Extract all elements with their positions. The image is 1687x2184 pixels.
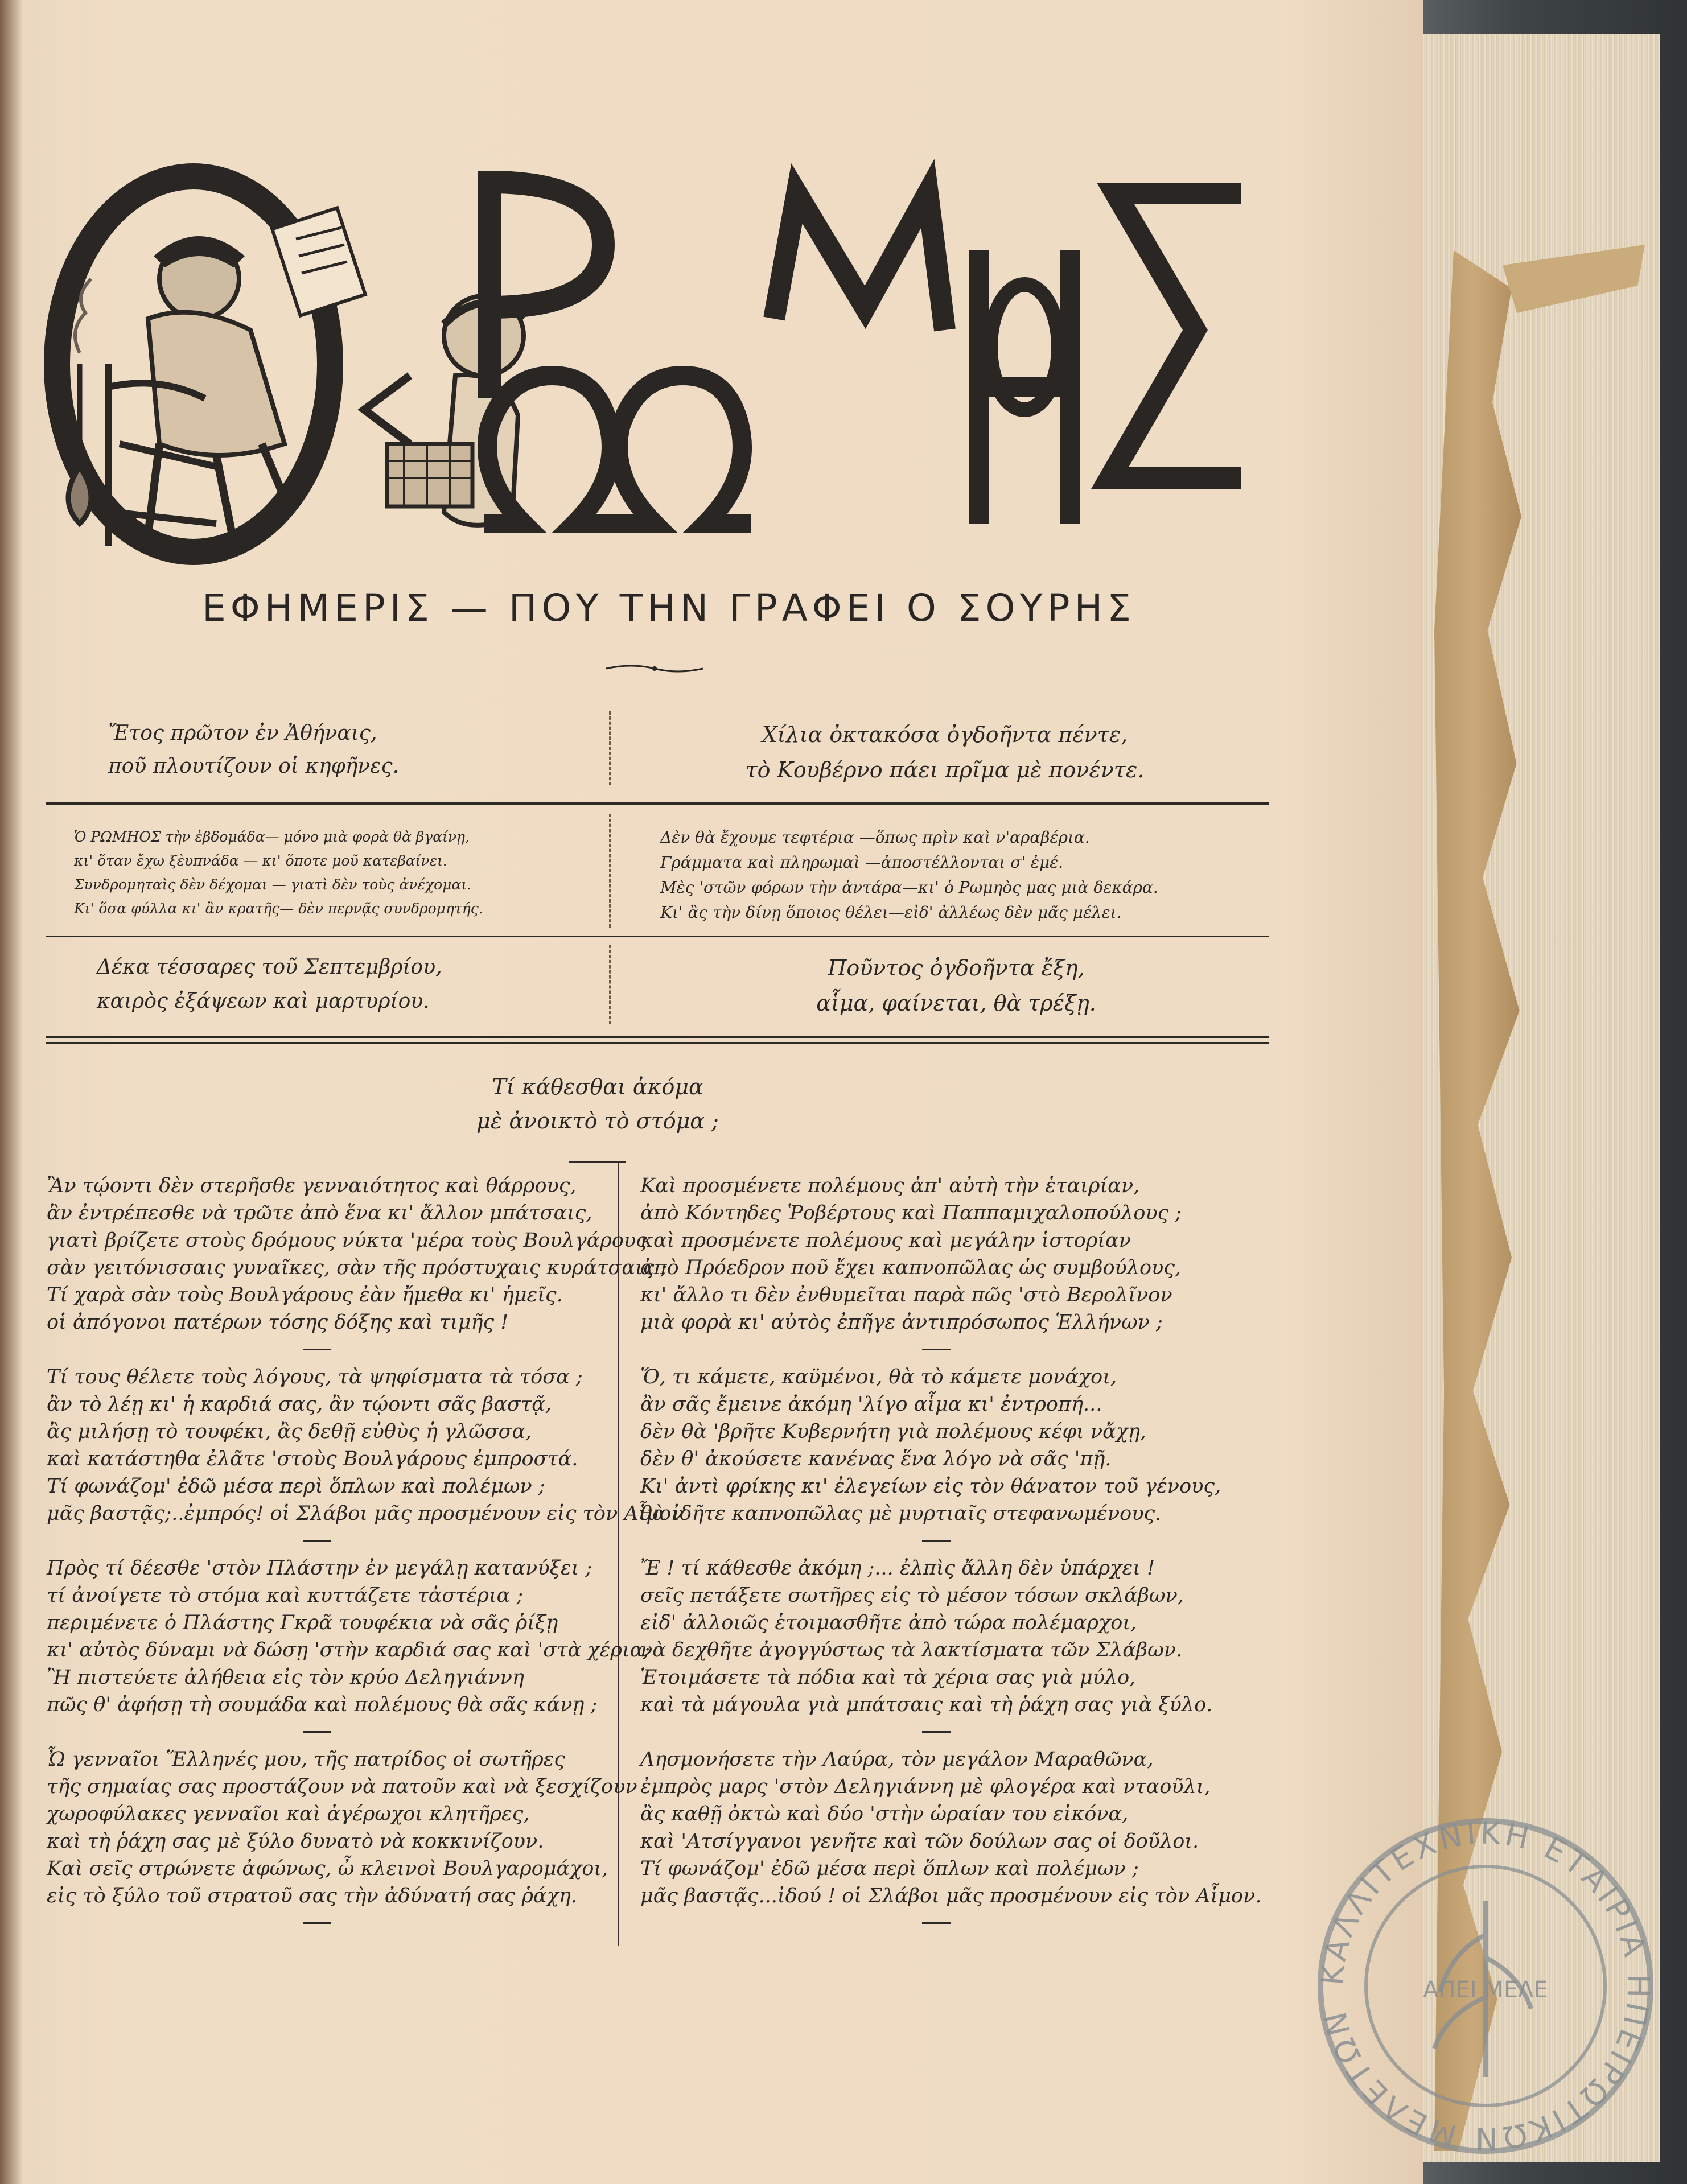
verse-line: δὲν θὰ 'βρῆτε Κυβερνήτη γιὰ πολέμους κέφι νἄχῃ,	[640, 1420, 1147, 1443]
header-verse-left-line-2: ποῦ πλουτίζουν οἱ κηφῆνες.	[108, 755, 400, 778]
header-verse-right-line-1: Χίλια ὀκτακόσα ὀγδοῆντα πέντε,	[762, 722, 1128, 747]
date-verse-right-line-1: Ποῦντος ὀγδοῆντα ἔξη,	[828, 955, 1085, 980]
stanza-separator	[47, 1336, 616, 1363]
date-verse-left-line-1: Δέκα τέσσαρες τοῦ Σεπτεμβρίου,	[97, 955, 442, 979]
stanza-separator	[640, 1719, 1266, 1746]
verse-line: δὲν θ' ἀκούσετε κανένας ἕνα λόγο νὰ σᾶς 'πῇ.	[640, 1448, 1112, 1470]
stanza	[47, 1555, 650, 1719]
stanza-separator	[47, 1527, 616, 1555]
verse-line: μιὰ φορὰ κι' αὐτὸς ἐπῆγε ἀντιπρόσωπος Ἑλλήνων ;	[640, 1311, 1163, 1334]
masthead-title-letters	[455, 151, 1252, 546]
verse-line: κι' ἄλλο τι δὲν ἐνθυμεῖται παρὰ πῶς 'στὸ Βερολῖνον	[640, 1284, 1172, 1307]
verse-line: καὶ κατάστηθα ἐλᾶτε 'στοὺς Βουλγάρους ἐμπροστά.	[47, 1448, 578, 1470]
terms-right-line: Γράμματα καὶ πληρωμαὶ —ἀποστέλλονται σ' ἐμέ.	[660, 853, 1064, 872]
verse-line: Κι' ἀντὶ φρίκης κι' ἐλεγείων εἰς τὸν θάνατον τοῦ γένους,	[640, 1475, 1221, 1498]
terms-left-line: Συνδρομηταὶς δὲν δέχομαι — γιατὶ δὲν τοὺς ἀνέχομαι.	[74, 876, 472, 893]
verse-line: σεῖς πετάξετε σωτῆρες εἰς τὸ μέσον τόσων σκλάβων,	[640, 1584, 1184, 1607]
terms-right-line: Μὲς 'στῶν φόρων τὴν ἀντάρα—κι' ὁ Ρωμηὸς μας μιὰ δεκάρα.	[660, 878, 1158, 897]
stanza-separator	[640, 1336, 1266, 1363]
verse-line: Ἑτοιμάσετε τὰ πόδια καὶ τὰ χέρια σας γιὰ μύλο,	[640, 1666, 1136, 1689]
verse-line: οἱ ἀπόγονοι πατέρων τόσης δόξης καὶ τιμῆς !	[47, 1311, 509, 1334]
verse-line: εἰς τὸ ξύλο τοῦ στρατοῦ σας τὴν ἀδύνατή σας ῥάχη.	[47, 1885, 577, 1907]
terms-right	[660, 825, 1264, 925]
verse-line: ἂν τὸ λέῃ κι' ἡ καρδιά σας, ἂν τῴοντι σᾶς βαστᾷ,	[47, 1393, 552, 1416]
gutter-shadow	[0, 0, 23, 2184]
terms-right-line: Κι' ἂς τὴν δίνῃ ὅποιος θέλει—εἰδ' ἀλλέως δὲν μᾶς μέλει.	[660, 903, 1122, 922]
verse-line: ἀπὸ Κόντηδες Ῥοβέρτους καὶ Παππαμιχαλοπούλους ;	[640, 1202, 1182, 1225]
stanza	[640, 1363, 1266, 1527]
verse-line: μᾶς βαστᾷς...ἰδού ! οἱ Σλάβοι μᾶς προσμένουν εἰς τὸν Αἷμον.	[640, 1885, 1262, 1907]
verse-line: ἂς μιλήσῃ τὸ τουφέκι, ἂς δεθῇ εὐθὺς ἡ γλῶσσα,	[47, 1420, 532, 1443]
poem-column-left	[47, 1172, 684, 1937]
verse-line: καὶ 'Ατσίγγανοι γενῆτε καὶ τῶν δούλων σας οἱ δοῦλοι.	[640, 1830, 1199, 1853]
verse-line: τί ἀνοίγετε τὸ στόμα καὶ κυττάζετε τἀστέρια ;	[47, 1584, 524, 1607]
terms-divider	[609, 814, 611, 928]
verse-line: χωροφύλακες γενναῖοι καὶ ἀγέρωχοι κλητῆρες,	[47, 1803, 530, 1826]
date-divider	[609, 945, 611, 1024]
verse-line: Ἢ πιστεύετε ἀλήθεια εἰς τὸν κρύο Δεληγιάννη	[47, 1666, 524, 1689]
stanza-separator	[640, 1910, 1266, 1937]
verse-line: Τί φωνάζομ' ἐδῶ μέσα περὶ ὅπλων καὶ πολέμων ;	[640, 1857, 1139, 1880]
verse-line: καὶ τὰ μάγουλα γιὰ μπάτσαις καὶ τὴ ῥάχη σας γιὰ ξύλο.	[640, 1693, 1213, 1716]
poem-title-line-1: Τί κάθεσθαι ἀκόμα	[492, 1074, 703, 1099]
verse-line: νὰ δεχθῆτε ἀγογγύστως τὰ λακτίσματα τῶν Σλάβων.	[640, 1639, 1183, 1662]
verse-line: γιατὶ βρίζετε στοὺς δρόμους νύκτα 'μέρα τοὺς Βουλγάρους	[47, 1229, 647, 1252]
masthead	[46, 137, 1264, 569]
header-verse-left-line-1: Ἔτος πρῶτον ἐν Ἀθήναις,	[108, 722, 377, 745]
library-stamp	[1309, 1810, 1662, 2162]
header-verse-left	[108, 717, 575, 783]
verse-line: Καὶ σεῖς στρώνετε ἀφώνως, ὦ κλεινοὶ Βουλγαρομάχοι,	[47, 1857, 608, 1880]
verse-line: Τί τους θέλετε τοὺς λόγους, τὰ ψηφίσματα τὰ τόσα ;	[47, 1366, 583, 1388]
verse-line: Καὶ προσμένετε πολέμους ἀπ' αὐτὴ τὴν ἑταιρίαν,	[640, 1175, 1140, 1197]
verse-line: ἂς καθῇ ὀκτὼ καὶ δύο 'στὴν ὡραίαν του εἰκόνα,	[640, 1803, 1129, 1826]
terms-left	[74, 825, 586, 921]
stanza-separator	[47, 1910, 616, 1937]
verse-line: πῶς θ' ἀφήσῃ τὴ σουμάδα καὶ πολέμους θὰ σᾶς κάνῃ ;	[47, 1693, 598, 1716]
verse-line: Λησμονήσετε τὴν Λαύρα, τὸν μεγάλον Μαραθῶνα,	[640, 1748, 1154, 1771]
header-verse-right-line-2: τὸ Κουβέρνο πάει πρῖμα μὲ πονέντε.	[745, 757, 1145, 782]
stanza	[640, 1746, 1266, 1910]
date-verse-right-line-2: αἷμα, φαίνεται, θὰ τρέξῃ.	[816, 991, 1096, 1016]
verse-line: Πρὸς τί δέεσθε 'στὸν Πλάστην ἐν μεγάλῃ κατανύξει ;	[47, 1557, 592, 1580]
stanza-separator	[47, 1719, 616, 1746]
verse-line: κι' αὐτὸς δύναμι νὰ δώσῃ 'στὴν καρδιά σας καὶ 'στὰ χέρια;	[47, 1639, 650, 1662]
verse-line: Ὅ, τι κάμετε, καϋμένοι, θὰ τὸ κάμετε μονάχοι,	[640, 1366, 1117, 1388]
rule-bottom-2	[46, 1042, 1269, 1044]
rule-middle	[46, 936, 1269, 937]
verse-line: εἰδ' ἀλλοιῶς ἑτοιμασθῆτε ἀπὸ τώρα πολέμαρχοι,	[640, 1612, 1137, 1634]
terms-left-line: κι' ὅταν ἔχω ξὲυπνάδα — κι' ὅποτε μοῦ κατεβαίνει.	[74, 852, 447, 869]
rule-top	[46, 802, 1269, 805]
stanza	[47, 1746, 637, 1910]
verse-line: περιμένετε ὁ Πλάστης Γκρᾶ τουφέκια νὰ σᾶς ῥίξῃ	[47, 1612, 558, 1634]
date-verse-right	[711, 950, 1201, 1021]
verse-line: Ὦ γενναῖοι Ἕλληνές μου, τῆς πατρίδος οἱ σωτῆρες	[47, 1748, 566, 1771]
verse-line: ἐμπρὸς μαρς 'στὸν Δεληγιάννη μὲ φλογέρα καὶ νταοῦλι,	[640, 1775, 1211, 1798]
verse-line: σὰν γειτόνισσαις γυναῖκες, σὰν τῆς πρόστυχαις κυράτσαις ;	[47, 1256, 668, 1279]
stanza	[640, 1555, 1266, 1719]
stanza-separator	[640, 1527, 1266, 1555]
verse-line: τῆς σημαίας σας προστάζουν νὰ πατοῦν καὶ νὰ ξεσχίζουν	[47, 1775, 637, 1798]
header-divider	[609, 711, 611, 785]
verse-line: Ἂν τῴοντι δὲν στερῆσθε γενναιότητος καὶ θάρρους,	[47, 1175, 577, 1197]
verse-line: καὶ τὴ ῥάχη σας μὲ ξύλο δυνατὸ νὰ κοκκινίζουν.	[47, 1830, 544, 1853]
masthead-subtitle: ΕΦΗΜΕΡΙΣ — ΠΟΥ ΤΗΝ ΓΡΑΦΕΙ Ο ΣΟΥΡΗΣ	[202, 586, 1135, 630]
verse-line: θὰ ἰδῆτε καπνοπῶλας μὲ μυρτιαῖς στεφανωμένους.	[640, 1502, 1162, 1525]
flourish-ornament	[603, 660, 706, 677]
terms-right-line: Δὲν θὰ ἔχουμε τεφτέρια —ὅπως πρὶν καὶ ν'αραβέρια.	[660, 828, 1090, 847]
stanza	[47, 1363, 684, 1527]
verse-line: ἂν σᾶς ἔμεινε ἀκόμη 'λίγο αἷμα κι' ἐντροπή...	[640, 1393, 1102, 1416]
terms-left-line: Κι' ὅσα φύλλα κι' ἂν κρατῆς— δὲν περνᾷς συνδρομητής.	[74, 900, 483, 917]
verse-line: καὶ προσμένετε πολέμους καὶ μεγάλην ἱστορίαν	[640, 1229, 1131, 1252]
date-verse-left	[97, 950, 586, 1019]
masthead-title-text: Ο ΡΩΜΗΟΣ	[455, 151, 511, 162]
verse-line: Τί χαρὰ σὰν τοὺς Βουλγάρους ἐὰν ἤμεθα κι' ἡμεῖς.	[47, 1284, 563, 1307]
verse-line: ἀπὸ Πρόεδρον ποῦ ἔχει καπνοπῶλας ὡς συμβούλους,	[640, 1256, 1182, 1279]
verse-line: ἂν ἐντρέπεσθε νὰ τρῶτε ἀπὸ ἕνα κι' ἄλλον μπάτσαις,	[47, 1202, 592, 1225]
stamp-center-text: ΑΠΕΙ ΜΕΛΕ	[1423, 1977, 1548, 2003]
verse-line: μᾶς βαστᾷς;..ἐμπρός! οἱ Σλάβοι μᾶς προσμένουν εἰς τὸν Αἷμον	[47, 1502, 684, 1525]
poem-column-right	[640, 1172, 1266, 1937]
verse-line: Ἔ ! τί κάθεσθε ἀκόμη ;... ἐλπὶς ἄλλη δὲν ὑπάρχει !	[640, 1557, 1155, 1580]
rule-bottom-1	[46, 1036, 1269, 1038]
verse-line: Τί φωνάζομ' ἐδῶ μέσα περὶ ὅπλων καὶ πολέμων ;	[47, 1475, 545, 1498]
header-verse-right	[655, 717, 1235, 788]
poem-title-line-2: μὲ ἀνοικτὸ τὸ στόμα ;	[476, 1109, 719, 1134]
poem-title	[341, 1070, 854, 1138]
stanza	[47, 1172, 668, 1336]
terms-left-line: Ὁ ΡΩΜΗΟΣ τὴν ἑβδομάδα— μόνο μιὰ φορὰ θὰ βγαίνῃ,	[74, 829, 470, 845]
stanza	[640, 1172, 1266, 1336]
stamp-ring-text: ΚΑΛΛΙΤΕΧΝΙΚΗ ΕΤΑΙΡΙΑ ΗΠΕΙΡΩΤΙΚΩΝ ΜΕΛΕΤΩΝ	[1314, 1815, 1657, 2157]
date-verse-left-line-2: καιρὸς ἐξάψεων καὶ μαρτυρίου.	[97, 990, 430, 1013]
